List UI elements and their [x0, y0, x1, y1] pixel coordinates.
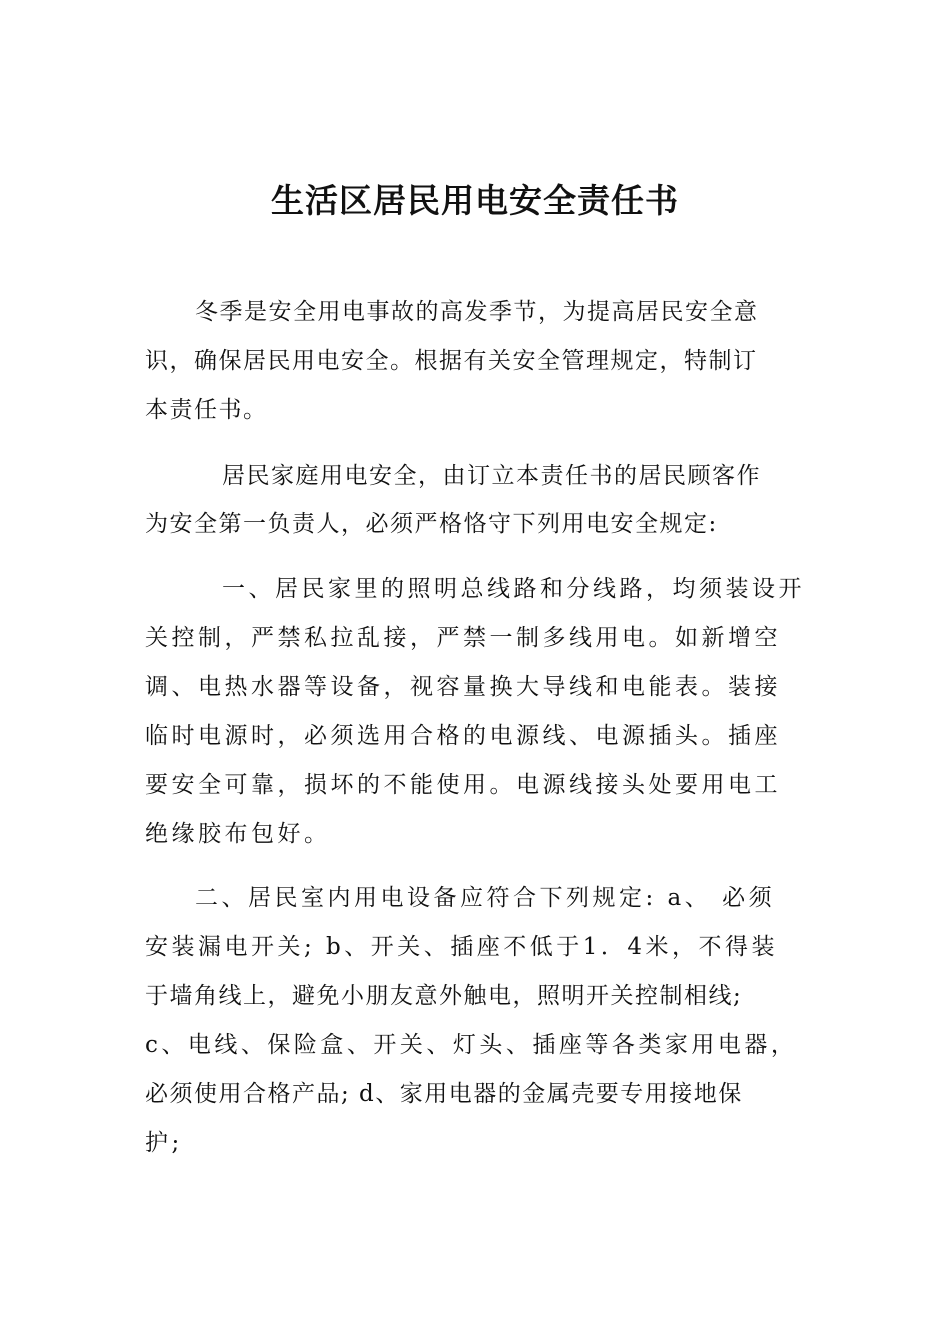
text-line: 护; — [145, 1130, 183, 1156]
text-line: 调、电热水器等设备，视容量换大导线和电能表。装接 — [145, 674, 781, 700]
text-line: 本责任书。 — [145, 397, 268, 423]
text-line: 关控制，严禁私拉乱接，严禁一制多线用电。如新增空 — [145, 625, 781, 651]
document-title: 生活区居民用电安全责任书 — [271, 181, 679, 220]
text-line: 二、居民室内用电设备应符合下列规定: a、 必须 — [195, 885, 776, 911]
text-line: 于墙角线上，避免小朋友意外触电，照明开关控制相线; — [145, 983, 743, 1009]
text-line: 安装漏电开关; b、开关、插座不低于1．4米，不得装 — [145, 934, 779, 960]
text-line: 临时电源时，必须选用合格的电源线、电源插头。插座 — [145, 723, 781, 749]
text-line: 识，确保居民用电安全。根据有关安全管理规定，特制订 — [145, 348, 758, 374]
text-line: 居民家庭用电安全，由订立本责任书的居民顾客作 — [222, 463, 761, 489]
text-line: 冬季是安全用电事故的高发季节，为提高居民安全意 — [195, 299, 759, 325]
text-line: 为安全第一负责人，必须严格恪守下列用电安全规定: — [145, 511, 718, 537]
text-line: c、电线、保险盒、开关、灯头、插座等各类家用电器， — [145, 1032, 798, 1058]
text-line: 一、居民家里的照明总线路和分线路，均须装设开 — [222, 576, 805, 602]
text-line: 必须使用合格产品; d、家用电器的金属壳要专用接地保 — [145, 1081, 743, 1107]
text-line: 要安全可靠，损坏的不能使用。电源线接头处要用电工 — [145, 772, 781, 798]
text-line: 绝缘胶布包好。 — [145, 821, 331, 847]
